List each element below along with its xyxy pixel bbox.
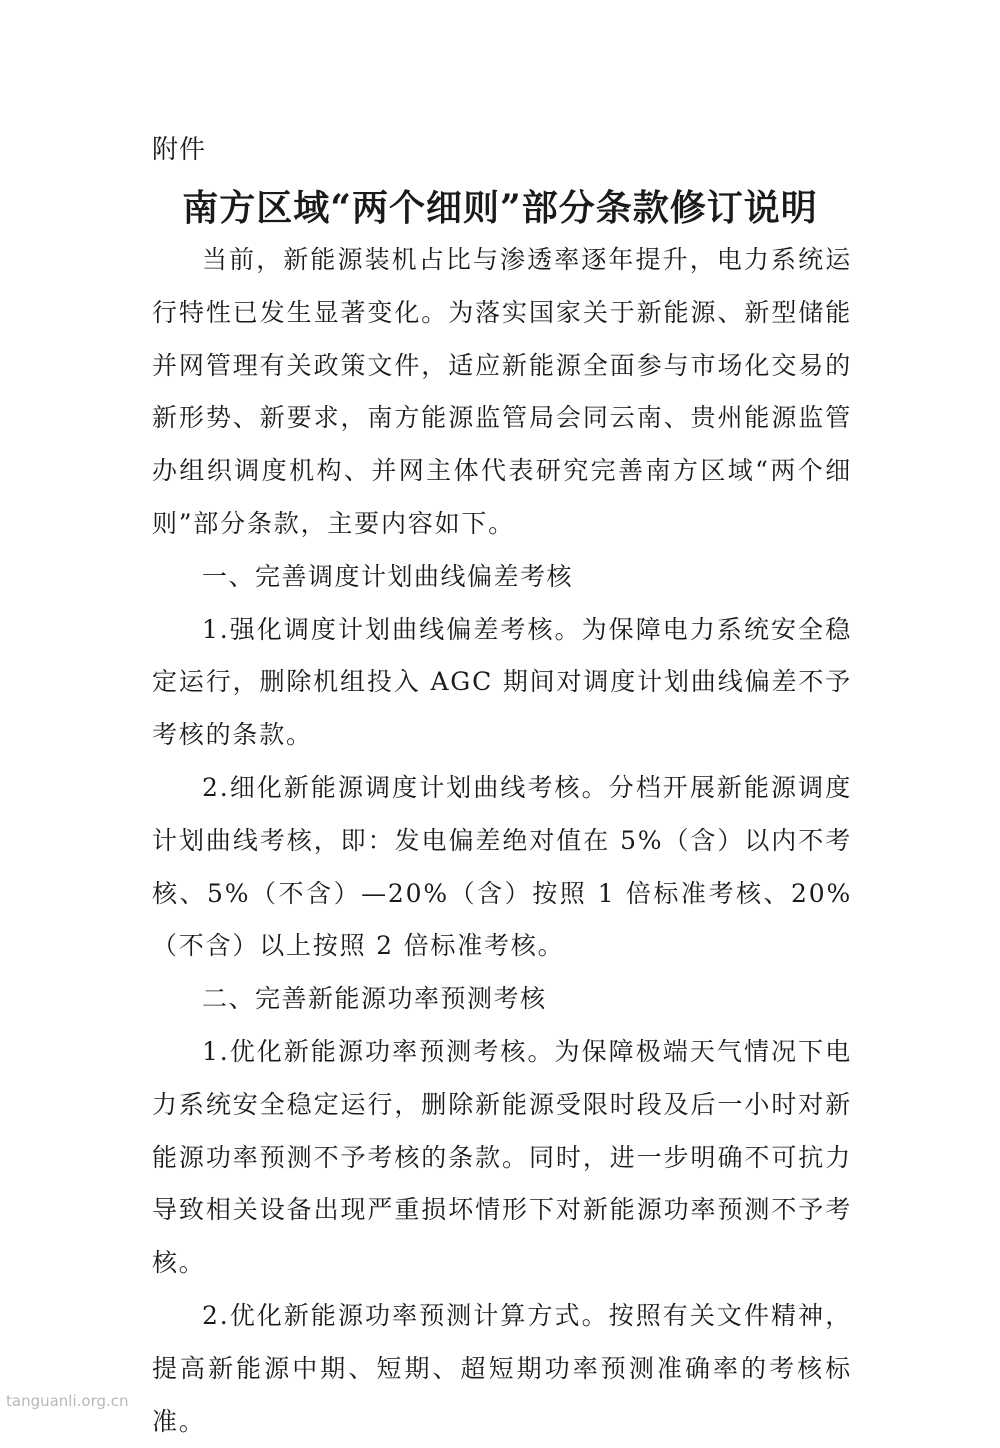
section-2-item-1: 1.优化新能源功率预测考核。为保障极端天气情况下电力系统安全稳定运行，删除新能源受限时段及后一小时对新能源功率预测不予考核的条款。同时，进一步明确不可抗力导致相关设备出现严重损坏情形下对新能源功率预测不予考核。: [152, 1036, 852, 1278]
intro-paragraph: 当前，新能源装机占比与渗透率逐年提升，电力系统运行特性已发生显著变化。为落实国家关于新能源、新型储能并网管理有关政策文件，适应新能源全面参与市场化交易的新形势、新要求，南方能源监管局会同云南、贵州能源监管办组织调度机构、并网主体代表研究完善南方区域“两个细则”部分条款，主要内容如下。: [152, 245, 852, 538]
section-1-item-2: 2.细化新能源调度计划曲线考核。分档开展新能源调度计划曲线考核，即：发电偏差绝对值在 5%（含）以内不考核、5%（不含）—20%（含）按照 1 倍标准考核、20%（不含）以上按照 2 倍标准考核。: [152, 772, 852, 961]
section-heading-1: 一、完善调度计划曲线偏差考核: [202, 561, 574, 591]
section-1-item-1: 1.强化调度计划曲线偏差考核。为保障电力系统安全稳定运行，删除机组投入 AGC 期间对调度计划曲线偏差不予考核的条款。: [152, 614, 852, 750]
document-body: [152, 234, 852, 1448]
document-title: 南方区域“两个细则”部分条款修订说明: [182, 187, 818, 229]
section-2-item-2: 2.优化新能源功率预测计算方式。按照有关文件精神，提高新能源中期、短期、超短期功率预测准确率的考核标准。: [152, 1300, 852, 1436]
section-heading-2: 二、完善新能源功率预测考核: [202, 984, 547, 1014]
watermark-text: tanguanli.org.cn: [6, 1392, 129, 1410]
attachment-label: 附件: [152, 135, 207, 165]
